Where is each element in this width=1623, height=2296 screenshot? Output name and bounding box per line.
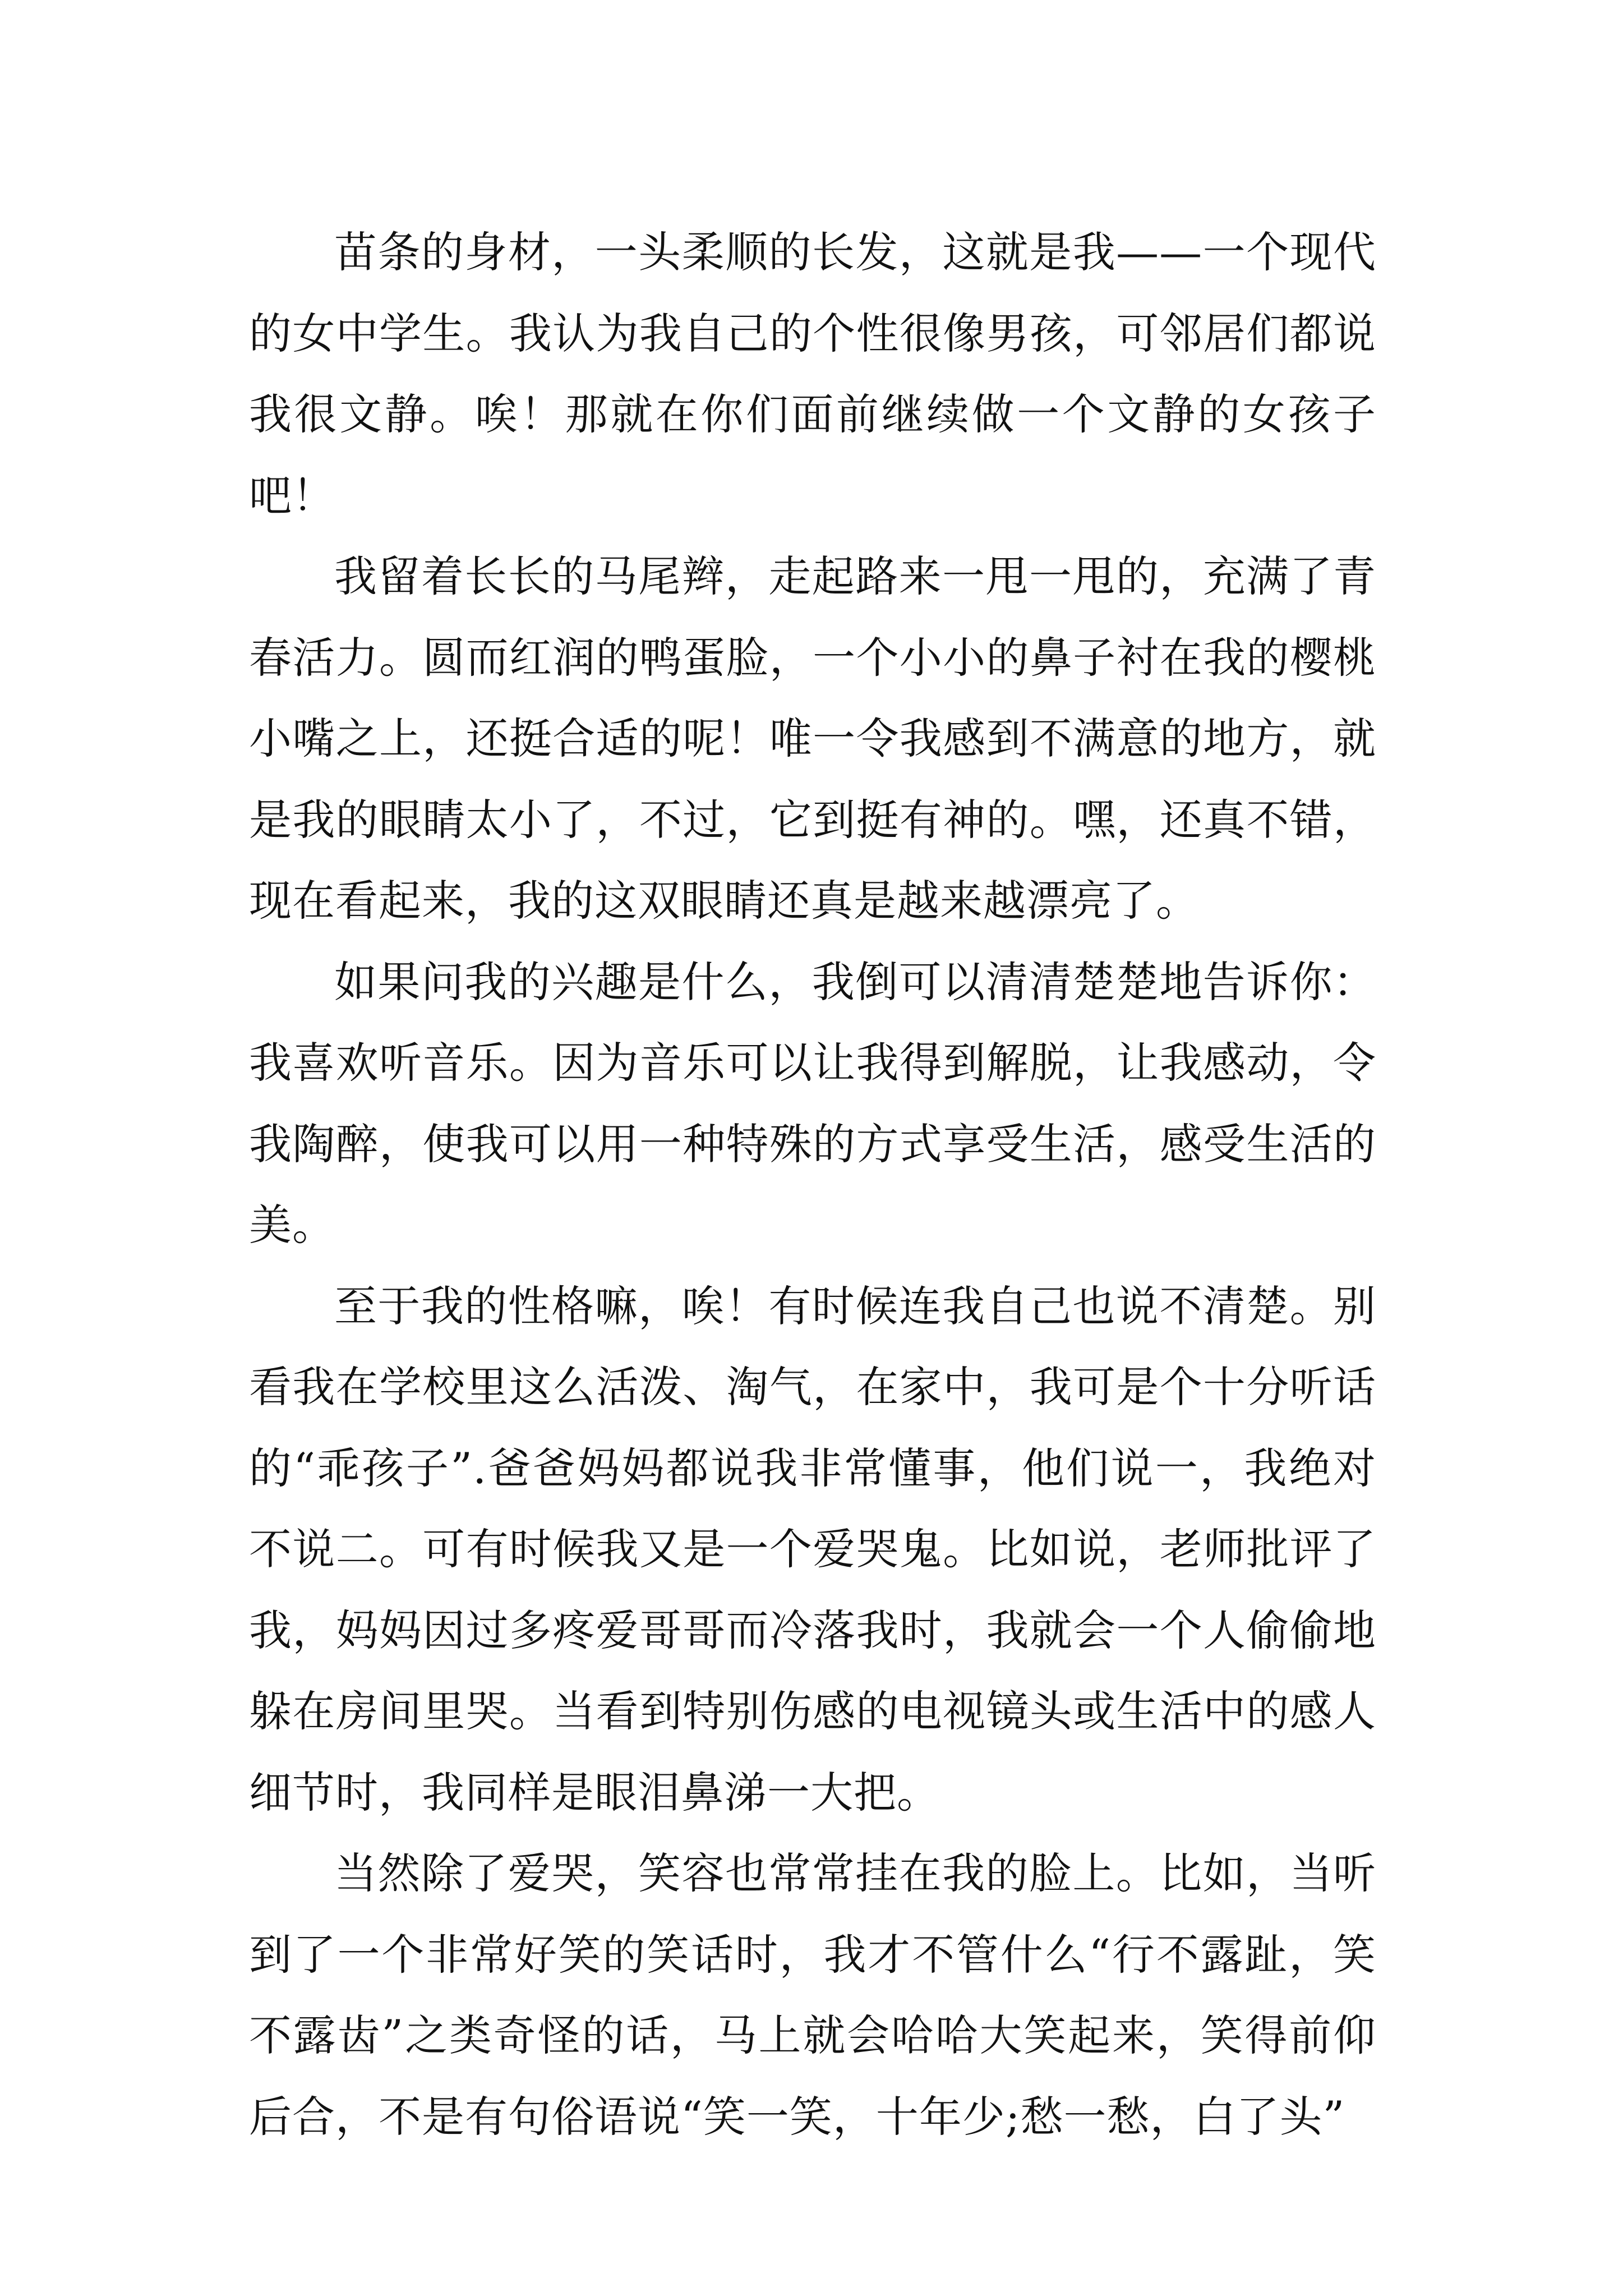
paragraph-4: 至于我的性格嘛，唉！有时候连我自己也说不清楚。别看我在学校里这么活泼、淘气，在家中，我可是个十分听话的“乖孩子”.爸爸妈妈都说我非常懂事，他们说一，我绝对不说二。可有时候我又是一个爱哭鬼。比如说，老师批评了我，妈妈因过多疼爱哥哥而冷落我时，我就会一个人偷偷地躲在房间里哭。当看到特别伤感的电视镜头或生活中的感人细节时，我同样是眼泪鼻涕一大把。 [249,1281,1376,1818]
paragraph-5: 当然除了爱哭，笑容也常常挂在我的脸上。比如，当听到了一个非常好笑的笑话时，我才不管什么“行不露趾，笑不露齿”之类奇怪的话，马上就会哈哈大笑起来，笑得前仰后合，不是有句俗语说“笑一笑，十年少;愁一愁，白了头” [249,1848,1376,2142]
paragraph-2: 我留着长长的马尾辫，走起路来一甩一甩的，充满了青春活力。圆而红润的鸭蛋脸，一个小小的鼻子衬在我的樱桃小嘴之上，还挺合适的呢！唯一令我感到不满意的地方，就是我的眼睛太小了，不过，它到挺有神的。嘿，还真不错，现在看起来，我的这双眼睛还真是越来越漂亮了。 [249,551,1376,926]
paragraph-1: 苗条的身材，一头柔顺的长发，这就是我——一个现代的女中学生。我认为我自己的个性很像男孩，可邻居们都说我很文静。唉！那就在你们面前继续做一个文静的女孩子吧！ [249,227,1376,521]
document-body [249,212,1376,2157]
paragraph-3: 如果问我的兴趣是什么，我倒可以清清楚楚地告诉你：我喜欢听音乐。因为音乐可以让我得到解脱，让我感动，令我陶醉，使我可以用一种特殊的方式享受生活，感受生活的美。 [249,956,1376,1250]
